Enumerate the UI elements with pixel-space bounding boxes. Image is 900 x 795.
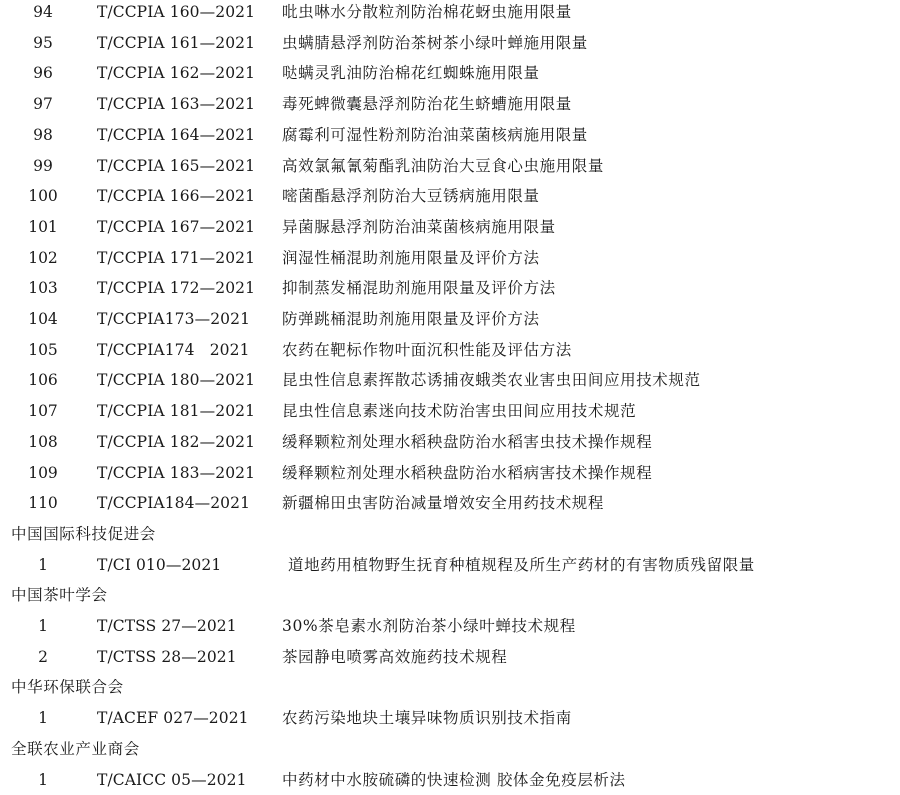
table-row [0, 181, 900, 211]
standard-code: T/CCPIA 161—2021 [97, 33, 256, 52]
table-row [0, 89, 900, 119]
table-row [0, 273, 900, 303]
row-number: 95 [33, 33, 53, 52]
row-number: 102 [28, 248, 58, 267]
table-row [0, 642, 900, 672]
standard-code: T/CCPIA 182—2021 [97, 432, 256, 451]
standard-title: 昆虫性信息素迷向技术防治害虫田间应用技术规范 [282, 402, 637, 421]
standard-code: T/CCPIA 165—2021 [97, 156, 256, 175]
table-row [0, 304, 900, 334]
table-row [0, 365, 900, 395]
standard-code: T/CI 010—2021 [97, 555, 222, 574]
row-number: 99 [33, 156, 53, 175]
standard-title: 防弹跳桶混助剂施用限量及评价方法 [282, 310, 540, 328]
standard-title: 新疆棉田虫害防治减量增效安全用药技术规程 [282, 494, 605, 513]
standard-title: 抑制蒸发桶混助剂施用限量及评价方法 [282, 279, 556, 298]
row-number: 2 [38, 647, 48, 666]
standard-title: 腐霉利可湿性粉剂防治油菜菌核病施用限量 [282, 125, 588, 144]
row-number: 98 [33, 125, 53, 144]
table-row [0, 703, 900, 733]
standard-code: T/ACEF 027—2021 [97, 709, 249, 728]
row-number: 107 [28, 402, 58, 421]
standard-title: 缓释颗粒剂处理水稻秧盘防治水稻害虫技术操作规程 [282, 432, 653, 451]
row-number: 104 [28, 310, 58, 328]
row-number: 106 [28, 371, 58, 390]
row-number: 110 [28, 494, 58, 513]
table-row [0, 396, 900, 426]
row-number: 103 [28, 279, 58, 298]
table-row [0, 28, 900, 58]
table-row [0, 58, 900, 88]
table-row [0, 212, 900, 242]
standard-code: T/CCPIA 183—2021 [97, 463, 256, 482]
row-number: 94 [33, 3, 53, 21]
standard-title: 农药污染地块土壤异味物质识别技术指南 [282, 709, 572, 728]
table-row [0, 335, 900, 365]
table-row [0, 458, 900, 488]
standard-title: 缓释颗粒剂处理水稻秧盘防治水稻病害技术操作规程 [282, 463, 653, 482]
row-number: 100 [28, 187, 58, 206]
standard-code: T/CCPIA 163—2021 [97, 95, 256, 114]
standard-title: 高效氯氟氰菊酯乳油防治大豆食心虫施用限量 [282, 156, 605, 175]
section-heading: 全联农业产业商会 [11, 739, 140, 758]
standard-title: 润湿性桶混助剂施用限量及评价方法 [282, 248, 540, 267]
table-row [0, 765, 900, 795]
standard-title: 哒螨灵乳油防治棉花红蜘蛛施用限量 [282, 64, 540, 83]
standard-title: 30%茶皂素水剂防治茶小绿叶蝉技术规程 [282, 617, 576, 635]
section-heading: 中华环保联合会 [11, 678, 124, 697]
standard-title: 毒死蜱微囊悬浮剂防治花生蛴螬施用限量 [282, 95, 572, 114]
standard-code: T/CCPIA 164—2021 [97, 125, 256, 144]
table-row [0, 611, 900, 641]
standard-title: 嘧菌酯悬浮剂防治大豆锈病施用限量 [282, 187, 540, 206]
table-row [0, 0, 900, 27]
row-number: 108 [28, 432, 58, 451]
row-number: 1 [38, 709, 48, 728]
row-number: 96 [33, 64, 53, 83]
standard-code: T/CCPIA173—2021 [97, 310, 251, 328]
table-row [0, 243, 900, 273]
row-number: 1 [38, 770, 48, 789]
standard-code: T/CCPIA 160—2021 [97, 3, 256, 21]
standard-code: T/CCPIA174 2021 [97, 340, 250, 359]
row-number: 1 [38, 555, 48, 574]
table-row [0, 427, 900, 457]
table-row [0, 488, 900, 518]
standard-code: T/CAICC 05—2021 [97, 770, 247, 789]
standard-code: T/CCPIA 172—2021 [97, 279, 256, 298]
standard-code: T/CCPIA 166—2021 [97, 187, 256, 206]
standard-title: 异菌脲悬浮剂防治油菜菌核病施用限量 [282, 217, 556, 236]
standard-code: T/CCPIA 171—2021 [97, 248, 256, 267]
table-row [0, 151, 900, 181]
standard-code: T/CTSS 28—2021 [97, 647, 237, 666]
standard-title: 虫螨腈悬浮剂防治茶树茶小绿叶蝉施用限量 [282, 33, 588, 52]
standard-code: T/CTSS 27—2021 [97, 617, 237, 635]
standard-code: T/CCPIA 181—2021 [97, 402, 256, 421]
row-number: 1 [38, 617, 48, 635]
standard-title: 中药材中水胺硫磷的快速检测 胶体金免疫层析法 [282, 770, 626, 789]
standard-code: T/CCPIA 167—2021 [97, 217, 256, 236]
row-number: 97 [33, 95, 53, 114]
standard-code: T/CCPIA 180—2021 [97, 371, 256, 390]
standard-title: 昆虫性信息素挥散芯诱捕夜蛾类农业害虫田间应用技术规范 [282, 371, 701, 390]
row-number: 105 [28, 340, 58, 359]
standard-code: T/CCPIA184—2021 [97, 494, 251, 513]
table-row [0, 120, 900, 150]
standard-title: 农药在靶标作物叶面沉积性能及评估方法 [282, 340, 572, 359]
standard-title: 吡虫啉水分散粒剂防治棉花蚜虫施用限量 [282, 3, 572, 21]
table-row [0, 550, 900, 580]
standard-code: T/CCPIA 162—2021 [97, 64, 256, 83]
section-heading: 中国国际科技促进会 [11, 524, 156, 543]
standard-title: 道地药用植物野生抚育种植规程及所生产药材的有害物质残留限量 [288, 555, 755, 574]
section-heading: 中国茶叶学会 [11, 586, 108, 605]
standard-title: 茶园静电喷雾高效施药技术规程 [282, 647, 508, 666]
row-number: 101 [28, 217, 58, 236]
row-number: 109 [28, 463, 58, 482]
